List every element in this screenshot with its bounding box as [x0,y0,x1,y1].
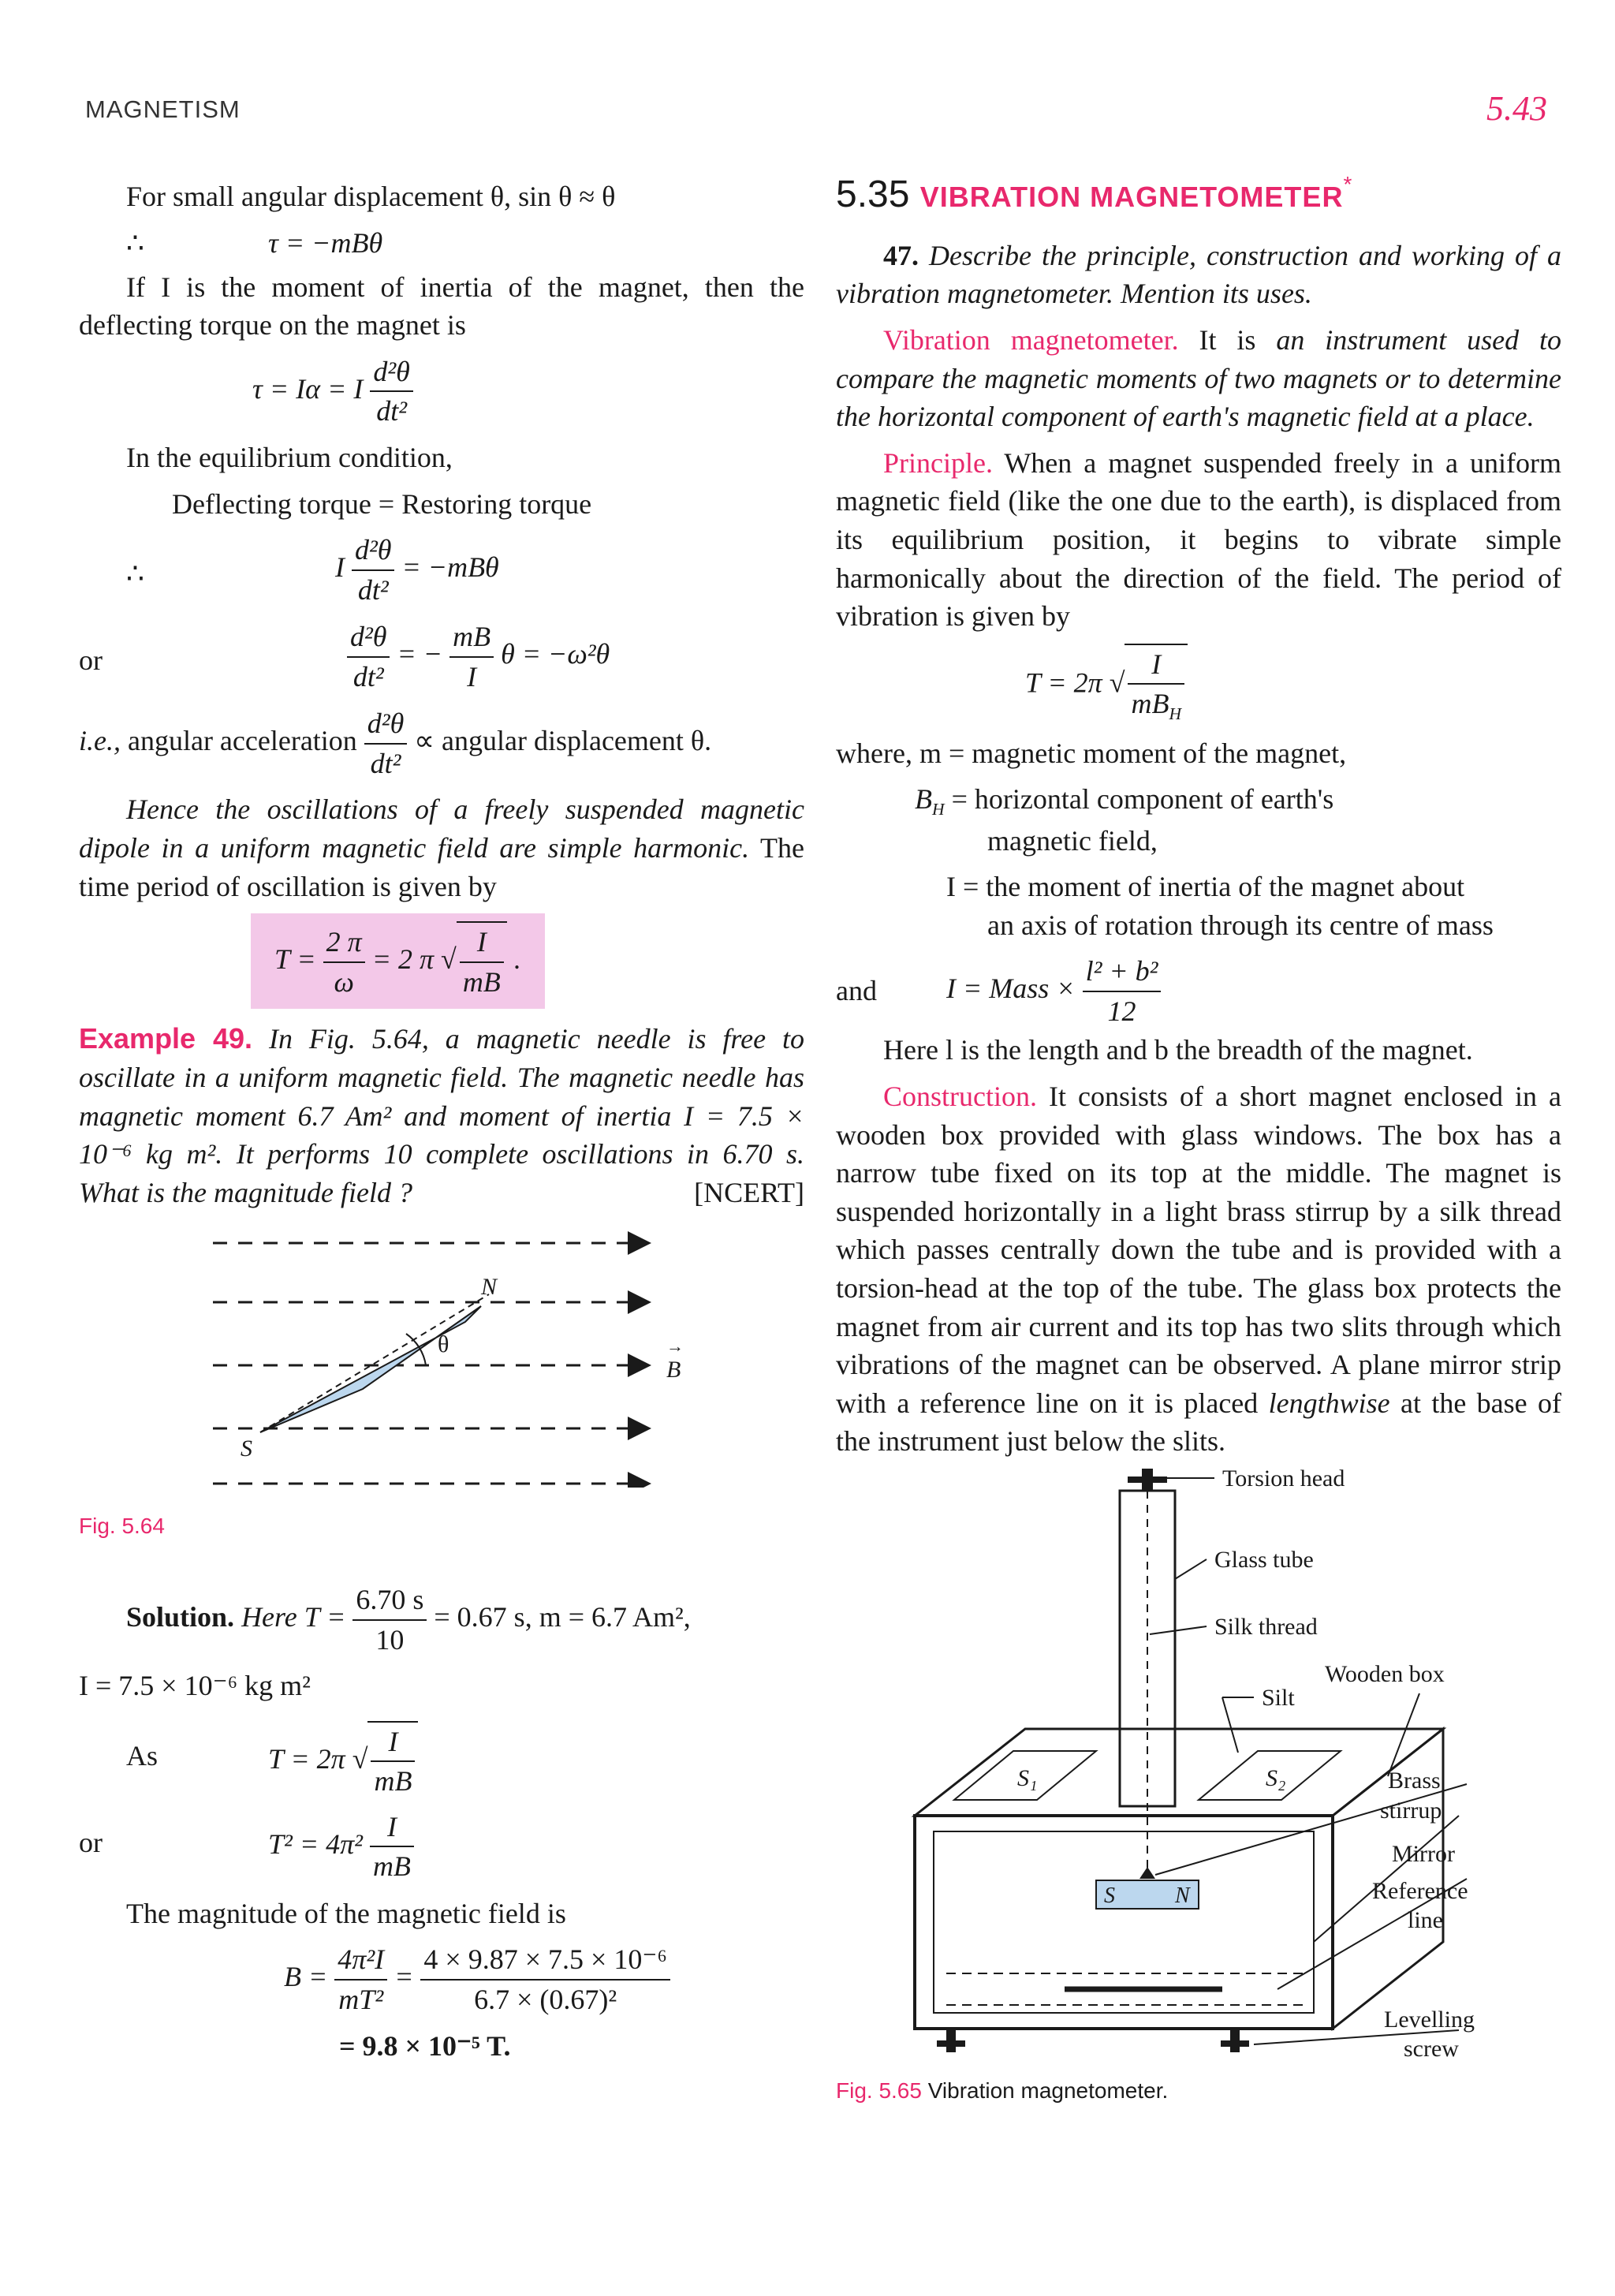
frac-num: mB [449,618,494,658]
frac-num: d²θ [370,353,412,393]
ie-rhs: ∝ angular displacement θ. [414,725,712,757]
label-silk-thread: Silk thread [1214,1613,1318,1640]
brass-stirrup [1139,1867,1155,1879]
box-eq2: = 2 π [371,943,435,975]
def-i-a: I = the moment of inertia of the magnet about [946,871,1465,903]
ie-text: angular acceleration [127,725,357,757]
def-m: m = magnetic moment of the magnet, [919,737,1347,769]
here-lb-text: Here l is the length and b the breadth of the magnet. [883,1034,1473,1066]
tau-equation: τ = −mBθ [268,226,383,259]
omega-equation [79,618,804,696]
example-label: Example 49. [79,1022,253,1055]
label-s: S [241,1435,252,1462]
therefore-symbol-2: ∴ [126,558,144,590]
frac-num: d²θ [364,704,407,745]
as-equation: As T = 2π √ $\frac{I}{mB}$ [79,1721,804,1800]
label-magnet-n: N [1175,1883,1190,1908]
period-fraction [1128,645,1184,726]
b-fraction-1 [334,1940,387,2018]
period-equation: T = 2π √ $\frac{I}{mB_H}$ [836,644,1561,726]
construction-paragraph [836,1077,1561,1461]
fig-5-65-label: Fig. 5.65 [836,2078,922,2103]
label-glass-tube: Glass tube [1214,1546,1314,1573]
b-equation: B = $\frac{\text{4π²I}}{\text{mT²}}$ = $\frac{\text{4 × 9.87 × 7.5 × 10⁻⁶}}{\text{6.7 × (0.67)²}}$ [79,1940,804,2018]
equilibrium-equation [79,531,804,610]
moment-text: If I is the moment of inertia of the magnet, then the deflecting torque on the magnet is [79,271,804,342]
vm-text-plain: It is [1199,323,1256,356]
ie-prefix: i.e., [79,725,121,757]
b-fraction-2 [420,1940,669,2018]
deflecting-equation: Deflecting torque = Restoring torque [172,487,592,520]
wooden-box-front [915,1816,1333,2029]
chapter-header: MAGNETISM [85,95,241,123]
two-pi-omega-fraction [323,923,365,1001]
levelling-screw-right [1221,2029,1249,2052]
magnitude-text: The magnitude of the magnetic field is [126,1897,566,1929]
construction-label: Construction. [883,1080,1037,1112]
vm-definition [836,321,1561,436]
wooden-box-top [915,1729,1443,1816]
frac-num: I [1128,645,1184,685]
sol-here: Here T = [241,1600,346,1633]
construction-italic: lengthwise [1268,1387,1390,1419]
frac-num: 4 × 9.87 × 7.5 × 10⁻⁶ [420,1940,669,1981]
period-box-wrap [79,913,804,1009]
d2theta-fraction-3 [347,618,390,696]
right-column [836,170,1561,2106]
frac-den: dt² [352,660,384,693]
equilibrium-text: In the equilibrium condition, [126,441,453,473]
or-label-2: or [79,1826,103,1858]
or-label: or [79,644,103,677]
frac-den: 12 [1107,995,1136,1027]
question-text: Describe the principle, construction and working of a vibration magnetometer. Mention its uses. [836,239,1561,310]
example-paragraph [79,1020,804,1211]
def-bh-b: magnetic field, [987,824,1158,857]
label-n: N [481,1274,498,1301]
label-s2: S₂ [1266,1764,1286,1791]
i-over-mb-fraction [460,923,504,1001]
eq3-mid: = − [397,638,443,670]
inertia-fraction [1083,952,1162,1030]
left-column [79,170,804,2073]
label-magnet-s: S [1104,1883,1115,1908]
example-text: In Fig. 5.64, a magnetic needle is free to oscillate in a uniform magnetic field. The magnetic needle has magnetic moment 6.7 Am² and moment of inertia I = 7.5 × 10⁻⁶ kg m². It performs 10 complete oscillations in 6.70 s. What is the magnitude field ? [79,1023,804,1208]
label-stirrup: stirrup [1380,1797,1442,1824]
label-brass: Brass [1388,1767,1441,1794]
small-angle-text: For small angular displacement θ, sin θ ≈ θ [126,181,616,212]
as-T: T = 2π [268,1742,345,1775]
period-formula-box: T = $\frac{2 \pi}{\omega}$ = 2 π √ $\frac{I}{mB}$ . [251,913,545,1009]
vm-text-italic: an instrument used to compare the magnetic moments of two magnets or to determine the horizontal component of earth's magnetic field at a place. [836,323,1562,433]
frac-num: 6.70 s [352,1581,427,1621]
frac-den: $mB_H$ [1131,688,1182,724]
d2theta-fraction-2 [352,531,394,609]
eq2-I: I [335,551,345,584]
fig-5-65-caption [836,2076,1561,2106]
frac-den: mB [462,965,501,998]
label-wooden-box: Wooden box [1325,1660,1445,1687]
where-label: where, [836,737,912,769]
figure-5-65 [836,1469,1561,2068]
def-i-b: an axis of rotation through its centre of mass [987,909,1494,941]
label-silt: Silt [1262,1684,1295,1711]
frac-num: l² + b² [1083,952,1162,992]
inertia-lhs: I = Mass × [946,973,1076,1005]
hence-italic: Hence the oscillations of a freely suspended magnetic dipole in a uniform magnetic field are simple harmonic. [79,793,804,864]
sol-i-value: I = 7.5 × 10⁻⁶ kg m² [79,1670,311,1702]
frac-den: mT² [338,1984,384,2016]
label-levelling: Levelling [1384,2006,1475,2033]
construction-text: It consists of a short magnet enclosed in a wooden box provided with glass windows. The box has a narrow tube fixed on its top at the middle. The magnet is suspended horizontally in a light brass stirrup by a silk thread which passes centrally down the tube and is provided with a torsion-head at the top of the tube. The glass box protects the magnet from air current and its top has two slits through which vibrations of the magnet can be observed. A plane mirror strip with a reference line on it is placed [836,1080,1561,1419]
section-star: * [1343,172,1352,196]
frac-num: d²θ [347,618,390,658]
as-label: As [126,1739,159,1771]
def-bh-a: = horizontal component of earth's [951,783,1334,816]
solution-line [79,1581,804,1659]
period-lhs: T = 2π [1025,666,1102,699]
question-47 [836,237,1561,313]
needle-axis [260,1294,489,1432]
magnetic-needle [260,1306,481,1432]
frac-num: I [371,1723,415,1763]
page-number: 5.43 [1486,89,1547,128]
sol-fraction [352,1581,427,1659]
frac-num: I [460,923,504,963]
ie-statement [79,704,804,782]
construction-end: at the base of the instrument just below the slits. [836,1387,1561,1458]
figure-5-64 [79,1219,804,1488]
section-title [836,170,1561,221]
label-reference: Reference [1372,1877,1468,1904]
solution-label: Solution. [126,1600,235,1633]
principle-label: Principle. [883,446,993,479]
label-mirror: Mirror [1392,1840,1455,1867]
frac-num: d²θ [352,531,394,571]
levelling-screw-left [937,2029,965,2052]
d2theta-dt2-fraction [370,353,412,431]
question-number: 47. [883,239,919,271]
frac-den: 6.7 × (0.67)² [474,1984,617,2016]
frac-num: I [370,1808,414,1848]
section-number: 5.35 [836,174,910,215]
frac-den: I [467,660,477,693]
frac-num: 2 π [323,923,365,963]
t-squared-equation [79,1808,804,1887]
glass-window [934,1831,1314,2013]
label-line: line [1408,1906,1443,1933]
frac-den: dt² [370,747,401,779]
principle-text: When a magnet suspended freely in a uniform magnetic field (like the one due to the earth), is displaced from its equilibrium position, it begins to vibrate simple harmonically about the direction of the field. The period of vibration is given by [836,446,1561,633]
label-theta: θ [438,1331,449,1358]
frac-den: mB [374,1765,412,1798]
tau-ialpha-equation [79,353,804,431]
label-b: B [666,1357,681,1383]
svg-text:→: → [666,1336,684,1357]
frac-den: dt² [376,395,407,427]
t2-fraction [370,1808,414,1886]
and-label: and [836,975,877,1007]
torque-equation [79,224,804,260]
mb-over-i-fraction [449,618,494,696]
section-heading: VIBRATION MAGNETOMETER [919,181,1344,213]
hence-rest: The time period of oscillation is given by [79,831,804,902]
frac-den: mB [372,1850,411,1883]
vm-label: Vibration magnetometer. [883,323,1179,356]
b-lhs: B = [284,1961,328,1993]
tau-lhs: τ = Iα = I [252,372,364,405]
fig-5-64-caption: Fig. 5.64 [79,1514,165,1539]
label-s1: S₁ [1017,1764,1038,1791]
ncert-tag: [NCERT] [694,1176,804,1208]
box-T: T = [274,943,316,975]
b-result: = 9.8 × 10⁻⁵ T. [339,2029,511,2062]
label-screw: screw [1404,2035,1459,2062]
where-m [836,734,1561,773]
inertia-equation [836,952,1561,1027]
def-bh: $B_H$ = horizontal component of earth's [915,783,1334,819]
frac-den: dt² [357,573,389,606]
therefore-symbol: ∴ [126,226,144,259]
eq2-rhs: = −mBθ [401,551,499,584]
hence-paragraph [79,790,804,905]
sol-rest: = 0.67 s, m = 6.7 Am², [434,1600,691,1633]
sqrt-fraction [371,1723,415,1801]
frac-num: 4π²I [334,1940,387,1981]
ie-fraction [364,704,407,782]
label-torsion-head: Torsion head [1222,1468,1345,1491]
principle-paragraph [836,444,1561,636]
fig-5-65-text: Vibration magnetometer. [927,2078,1169,2103]
frac-den: 10 [375,1623,405,1656]
t2-lhs: T² = 4π² [268,1827,363,1860]
eq3-rhs: θ = −ω²θ [501,638,610,670]
frac-den: ω [334,965,354,998]
